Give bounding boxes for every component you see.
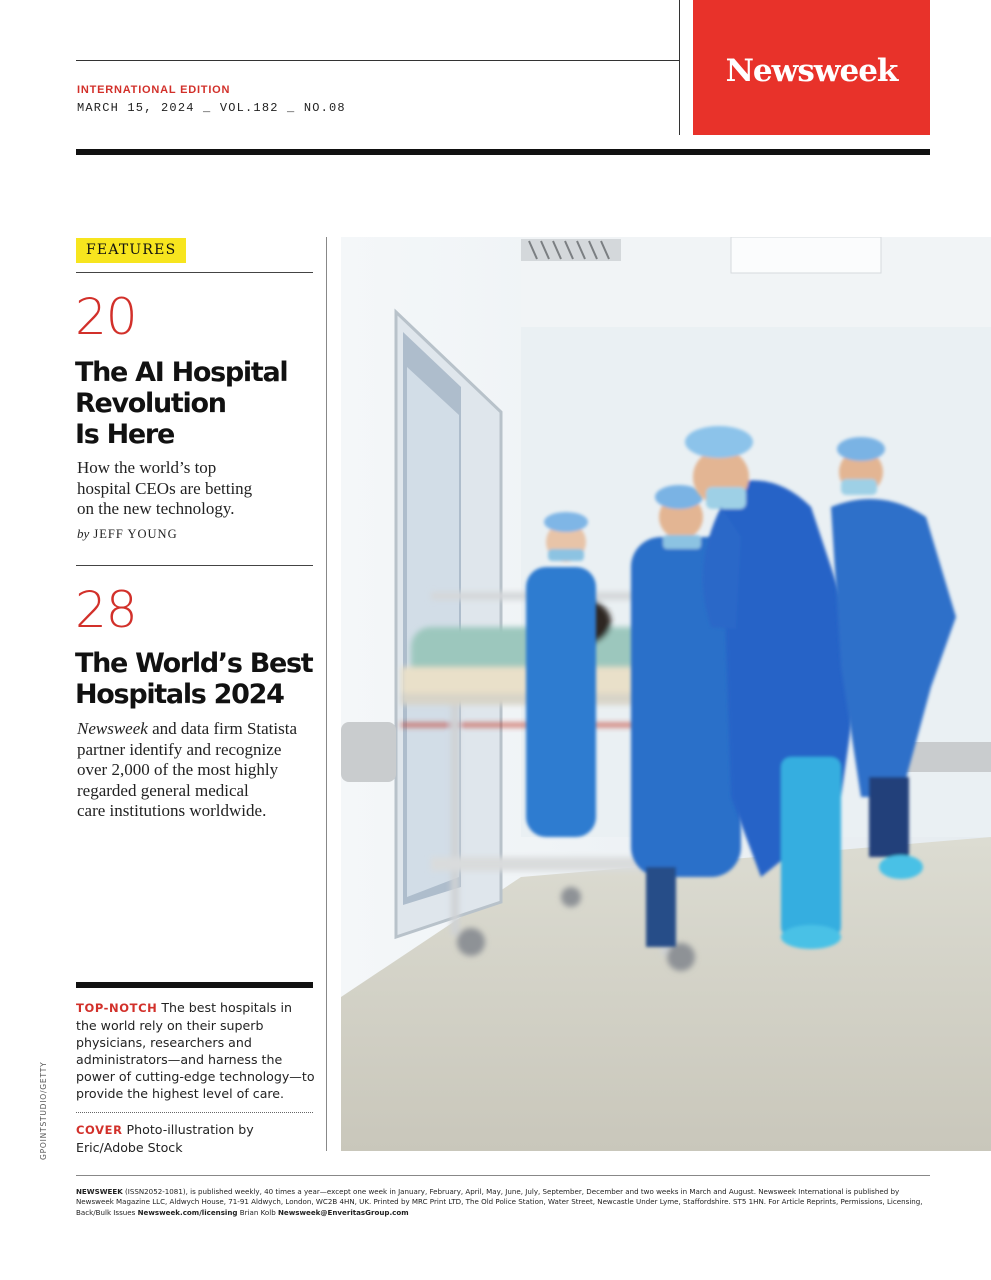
caption-text: The best hospitals in the world rely on their superb physicians, researchers and administrators—and harness the power of cutting-edge technology—to provide the highest level of care. — [76, 1000, 315, 1101]
feature-page-number[interactable]: 20 — [75, 288, 137, 346]
feature-byline — [77, 526, 178, 542]
contact-email[interactable]: Newsweek@EnveritasGroup.com — [277, 1207, 409, 1217]
publication-name: Newsweek — [77, 719, 148, 738]
edition-label: INTERNATIONAL EDITION — [77, 84, 231, 96]
photo-caption — [76, 999, 316, 1102]
feature-page-number[interactable]: 28 — [75, 581, 137, 639]
headline-line: The AI Hospital — [75, 357, 288, 388]
footer-contact: Brian Kolb — [237, 1207, 278, 1217]
caption-thick-rule — [76, 982, 313, 988]
feature-headline[interactable] — [75, 648, 312, 710]
issue-dateline: MARCH 15, 2024 _ VOL.182 _ NO.08 — [77, 101, 346, 115]
newsweek-logo[interactable] — [693, 0, 930, 135]
header-rule — [76, 60, 680, 61]
footer-rule — [76, 1175, 930, 1176]
headline-line: Revolution — [75, 388, 226, 419]
headline-line: Is Here — [75, 419, 174, 450]
headline-line: The World’s Best — [75, 648, 313, 679]
feature-headline[interactable] — [75, 357, 287, 450]
publication-info — [76, 1187, 932, 1218]
cover-text: Photo-illustration by Eric/Adobe Stock — [76, 1122, 254, 1155]
dek-line: How the world’s top — [77, 458, 217, 477]
dotted-rule — [76, 1112, 313, 1113]
dek-text: and data firm Statista — [147, 719, 298, 738]
masthead-thick-rule — [76, 149, 930, 155]
dek-line: regarded general medical — [77, 780, 249, 800]
features-badge: FEATURES — [76, 238, 186, 263]
feature-dek — [77, 458, 252, 520]
header-divider — [679, 0, 680, 135]
cover-photo — [341, 237, 991, 1151]
dek-line: care institutions worldwide. — [77, 801, 267, 820]
byline-author: JEFF YOUNG — [93, 527, 178, 541]
dek-line — [77, 719, 297, 740]
feature-dek — [77, 719, 297, 822]
caption-kicker: TOP-NOTCH — [76, 1001, 158, 1015]
byline-by: by — [77, 526, 90, 541]
cover-credit — [76, 1121, 316, 1156]
footer-text: (ISSN2052-1081), is published weekly, 40 times a year—except one week in January, February, April, May, June, July, September, December and two weeks in March and August. Newsweek International is published by Newsweek Magazine LLC, Aldwych House, 71-91 Aldwych, London, WC2B 4HN, UK. Printed by MRC Print LTD, The Old Police Station, Water Street, Newcastle Under Lyme, Staffordshire. ST5 1HN. For Article Reprints, Permissions, Licensing, Back/Bulk Issues — [76, 1187, 923, 1217]
dek-line: partner identify and recognize — [77, 739, 282, 759]
photo-credit: GPOINTSTUDIO/GETTY — [39, 1061, 48, 1160]
dek-line: hospital CEOs are betting — [77, 478, 253, 498]
footer-name: NEWSWEEK — [76, 1187, 123, 1196]
dek-line: over 2,000 of the most highly — [77, 760, 279, 779]
logo-text: Newsweek — [725, 52, 898, 89]
licensing-link[interactable]: Newsweek.com/licensing — [137, 1207, 238, 1217]
hospital-corridor-illustration — [341, 237, 991, 1151]
section-rule — [76, 272, 313, 273]
dek-line: on the new technology. — [77, 499, 235, 518]
headline-line: Hospitals 2024 — [75, 679, 284, 710]
cover-kicker: COVER — [76, 1123, 123, 1137]
section-rule — [76, 565, 313, 566]
column-divider — [326, 237, 327, 1151]
